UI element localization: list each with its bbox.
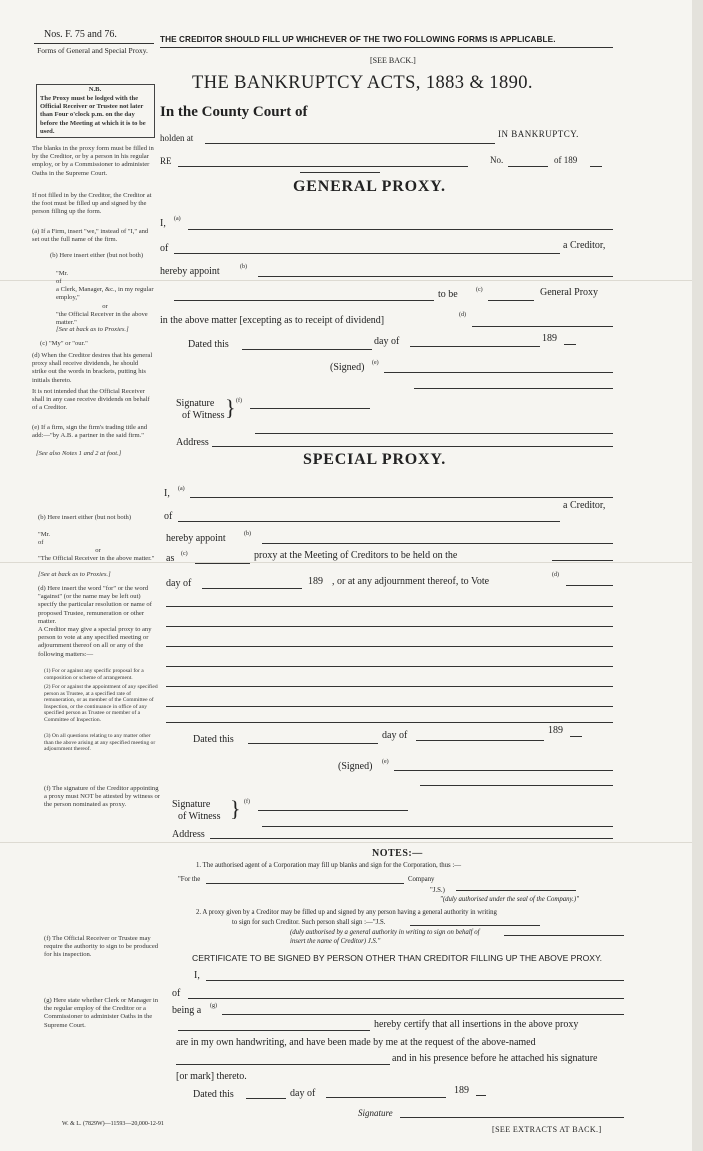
act-title: THE BANKRUPTCY ACTS, 1883 & 1890. xyxy=(192,73,533,93)
cert-dated-field[interactable] xyxy=(246,1098,286,1099)
extracts-note: [SEE EXTRACTS AT BACK.] xyxy=(492,1125,602,1134)
sidebar-sp-note-f: (f) The signature of the Creditor appointing a proxy must NOT be attested by witness or the person nominated as proxy. xyxy=(44,785,160,809)
sp-adjournment: , or at any adjournment thereof, to Vote xyxy=(332,576,490,587)
gp-matter-field[interactable] xyxy=(472,326,613,327)
gp-general-proxy: General Proxy xyxy=(540,287,599,298)
gp-appoint-field-2[interactable] xyxy=(174,300,434,301)
sp-vote-line-7[interactable] xyxy=(166,722,613,723)
sp-dated-year: 189 xyxy=(548,725,563,736)
gp-matter: in the above matter [excepting as to receipt of dividend] xyxy=(160,315,385,326)
sidebar-note-e: (e) If a firm, sign the firm's trading title and add:—"by A.B. a partner in the said firm." xyxy=(32,424,148,440)
note-2d: insert the name of Creditor) J.S." xyxy=(290,938,381,945)
gp-witness-field[interactable] xyxy=(250,408,370,409)
sidebar-blanks: The blanks in the proxy form must be filled in by the Creditor, or by a person in his regular employ, or by a Commissioner to administer Oaths in the Supreme Court. xyxy=(32,145,154,177)
note-2c-field[interactable] xyxy=(504,935,624,936)
creditor-notice: THE CREDITOR SHOULD FILL UP WHICHEVER OF THE TWO FOLLOWING FORMS IS APPLICABLE. xyxy=(160,35,556,44)
sp-as: as xyxy=(166,553,175,564)
cert-or-mark: [or mark] thereto. xyxy=(176,1071,247,1082)
sp-marker-d: (d) xyxy=(552,572,559,578)
sidebar-b3: a Clerk, Manager, &c., in my regular employ," xyxy=(56,286,154,302)
sidebar-note-c: (c) "My" or "our." xyxy=(40,340,88,347)
note-1-js-field[interactable] xyxy=(456,890,576,891)
cert-day-field[interactable] xyxy=(326,1097,446,1098)
gp-of-witness: of Witness xyxy=(182,410,225,421)
cert-signature: Signature xyxy=(358,1108,393,1118)
sp-year: 189 xyxy=(308,576,323,587)
nb-title: N.B. xyxy=(88,86,102,93)
sp-meeting-field[interactable] xyxy=(552,560,613,561)
note-1-for-the: "For the xyxy=(178,876,201,883)
year-label: of 189 xyxy=(554,155,578,165)
sp-brace: } xyxy=(230,796,241,821)
sp-marker-f: (f) xyxy=(244,799,250,805)
sidebar-b4: "the Official Receiver in the above matter." xyxy=(56,311,148,327)
cert-being: being a xyxy=(172,1005,202,1016)
gp-witness-field-2[interactable] xyxy=(255,433,613,434)
sp-hereby-appoint: hereby appoint xyxy=(166,533,226,544)
gp-year-field[interactable] xyxy=(564,344,576,345)
nb-text: The Proxy must be lodged with the Official Receiver or Trustee not later than Four o'clock p.m. on the day before the Meeting at which it is to be used. xyxy=(40,95,146,135)
sp-of-field[interactable] xyxy=(178,521,560,522)
gp-of-field[interactable] xyxy=(174,253,560,254)
year-field[interactable] xyxy=(590,166,602,167)
note-1: 1. The authorised agent of a Corporation may fill up blanks and sign for the Corporation, thus :— xyxy=(196,862,462,869)
sp-appoint-field[interactable] xyxy=(262,543,613,544)
sidebar-sp-note-b: (b) Here insert either (but not both) xyxy=(38,514,132,521)
gp-i-label: I, xyxy=(160,218,166,229)
cert-name-field[interactable] xyxy=(206,980,624,981)
sidebar-note-a: (a) If a Firm, insert "we," instead of "I," and set out the full name of the firm. xyxy=(32,228,149,244)
sp-meeting: proxy at the Meeting of Creditors to be held on the xyxy=(254,550,458,561)
sp-dated-this: Dated this xyxy=(193,734,234,745)
re-label: RE xyxy=(160,156,172,166)
note-1-company: Company xyxy=(408,876,435,883)
special-proxy-title: SPECIAL PROXY. xyxy=(303,451,447,468)
sp-dated-day-field[interactable] xyxy=(416,740,544,741)
sidebar-if-not: If not filled in by the Creditor, the Creditor at the foot must be filled up and signed by the person filling up the form. xyxy=(32,192,152,216)
sp-vote-line-4[interactable] xyxy=(166,666,613,667)
sidebar-b-see: [See at back as to Proxies.] xyxy=(56,326,129,333)
sidebar-sb3: "The Official Receiver in the above matter." xyxy=(38,555,155,562)
gp-appoint-field[interactable] xyxy=(258,276,613,277)
note-1-js: "J.S.) xyxy=(430,887,445,894)
cert-dated-this: Dated this xyxy=(193,1089,234,1100)
gp-hereby-appoint: hereby appoint xyxy=(160,266,220,277)
no-field[interactable] xyxy=(508,166,548,167)
sp-vote-line-3[interactable] xyxy=(166,646,613,647)
note-1-corp-field[interactable] xyxy=(206,883,404,884)
gp-a-creditor: a Creditor, xyxy=(563,240,606,251)
sp-vote-line-5[interactable] xyxy=(166,686,613,687)
gp-marker-e: (e) xyxy=(372,360,379,366)
cert-year: 189 xyxy=(454,1085,469,1096)
in-bankruptcy: IN BANKRUPTCY. xyxy=(498,129,579,139)
sidebar-sd5: (3) On all questions relating to any matter other than the above arising at any specified meeting or adjournment thereof. xyxy=(44,733,156,753)
sp-address-field[interactable] xyxy=(210,838,613,839)
gp-marker-c: (c) xyxy=(476,287,483,293)
certificate-title: CERTIFICATE TO BE SIGNED BY PERSON OTHER THAN CREDITOR FILLING UP THE ABOVE PROXY. xyxy=(192,953,603,963)
printer-code: W. & L. (7829W)—11593—20,000-12-91 xyxy=(62,1121,164,1127)
sp-signature: Signature xyxy=(172,799,211,810)
sp-address: Address xyxy=(172,829,205,840)
sp-vote-field[interactable] xyxy=(566,585,613,586)
sidebar-b2: of xyxy=(56,278,62,285)
sp-as-field[interactable] xyxy=(195,563,250,564)
note-1-duly: "(duly authorised under the seal of the Company.)" xyxy=(440,896,579,903)
cert-i-label: I, xyxy=(194,970,200,981)
sidebar-sb-or: or xyxy=(95,547,101,554)
sp-vote-line-6[interactable] xyxy=(166,706,613,707)
note-2b: to sign for such Creditor. Such person shall sign :—"J.S. xyxy=(232,919,386,926)
rule xyxy=(300,172,380,173)
sidebar-note-d: (d) When the Creditor desires that his general proxy shall receive dividends, he should strike out the words in brackets, putting his initials thereto. xyxy=(32,352,153,384)
sp-witness-field-2[interactable] xyxy=(262,826,613,827)
gp-day-of: day of xyxy=(374,336,400,347)
gp-address: Address xyxy=(176,437,209,448)
see-back: [SEE BACK.] xyxy=(370,56,416,65)
gp-to-be: to be xyxy=(438,289,458,300)
notes-title: NOTES:— xyxy=(372,848,423,859)
gp-signed-field-2[interactable] xyxy=(414,388,613,389)
gp-signature: Signature xyxy=(176,398,215,409)
form-description: Forms of General and Special Proxy. xyxy=(37,46,148,55)
sidebar-e-see: [See also Notes 1 and 2 at foot.] xyxy=(36,450,122,457)
sidebar-sb2: of xyxy=(38,539,44,546)
sidebar-sb-see: [See at back as to Proxies.] xyxy=(38,571,111,578)
cert-creditor-field[interactable] xyxy=(176,1064,390,1065)
gp-signed: (Signed) xyxy=(330,362,365,373)
gp-of: of xyxy=(160,243,169,254)
page-edge xyxy=(692,0,703,1151)
cert-of: of xyxy=(172,988,181,999)
sidebar-d2: It is not intended that the Official Receiver shall in any case receive dividends on behalf of a Creditor. xyxy=(32,388,150,412)
sp-dated-field[interactable] xyxy=(248,743,378,744)
gp-day-field[interactable] xyxy=(410,346,540,347)
gp-address-field[interactable] xyxy=(212,446,613,447)
cert-year-field[interactable] xyxy=(476,1095,486,1096)
sp-marker-c: (c) xyxy=(181,551,188,557)
sidebar-sd2: A Creditor may give a special proxy to any person to vote at any specified meeting or adjournment thereof on all or any of the following matters:— xyxy=(38,626,152,658)
rule xyxy=(160,47,613,48)
sp-witness-field[interactable] xyxy=(258,810,408,811)
cert-certify: hereby certify that all insertions in the above proxy xyxy=(374,1019,579,1030)
sp-vote-line-1[interactable] xyxy=(166,606,613,607)
gp-marker-a: (a) xyxy=(174,216,181,222)
cert-of-field[interactable] xyxy=(188,998,624,999)
gp-brace: } xyxy=(225,395,236,420)
gp-marker-b: (b) xyxy=(240,264,247,270)
gp-to-be-field[interactable] xyxy=(488,300,534,301)
cert-signature-field[interactable] xyxy=(400,1117,624,1118)
note-2-field[interactable] xyxy=(410,925,540,926)
sp-signed-field[interactable] xyxy=(394,770,613,771)
cert-line-2: are in my own handwriting, and have been made by me at the request of the above-named xyxy=(176,1037,536,1048)
cert-day-of: day of xyxy=(290,1088,316,1099)
gp-signed-field[interactable] xyxy=(384,372,613,373)
sp-of: of xyxy=(164,511,173,522)
general-proxy-title: GENERAL PROXY. xyxy=(293,178,446,195)
sp-marker-b: (b) xyxy=(244,531,251,537)
gp-marker-f: (f) xyxy=(236,398,242,404)
gp-dated-this: Dated this xyxy=(188,339,229,350)
sp-dated-day-of: day of xyxy=(382,730,408,741)
rule xyxy=(34,43,154,44)
court-label: In the County Court of xyxy=(160,104,308,120)
re-field[interactable] xyxy=(178,166,468,167)
sidebar-sb1: "Mr. xyxy=(38,531,51,538)
cert-marker-g: (g) xyxy=(210,1003,217,1009)
sidebar-sp-note-g: (g) Here state whether Clerk or Manager in the regular employ of the Creditor or a Commissioner to administer Oaths in the Supreme Court. xyxy=(44,997,159,1029)
gp-name-field[interactable] xyxy=(188,229,613,230)
sidebar-sp-note-official: (f) The Official Receiver or Trustee may require the authority to sign to be produced for his inspection. xyxy=(44,935,159,959)
note-2: 2. A proxy given by a Creditor may be filled up and signed by any person having a general authority in writing xyxy=(196,909,497,916)
fold-line xyxy=(0,842,703,843)
gp-dated-field[interactable] xyxy=(242,349,372,350)
sp-marker-a: (a) xyxy=(178,486,185,492)
sidebar-sd4: (2) For or against the appointment of any specified person as Trustee, at a specified rate of remuneration, or as member of the Committee of Inspection, or the continuance in office of any specified person as Trustee or member of a Committee of Inspection. xyxy=(44,684,158,723)
sp-day-field[interactable] xyxy=(202,588,302,589)
sp-name-field[interactable] xyxy=(190,497,613,498)
sp-a-creditor: a Creditor, xyxy=(563,500,606,511)
sp-of-witness: of Witness xyxy=(178,811,221,822)
sidebar-b1: "Mr. xyxy=(56,270,69,277)
sp-i-label: I, xyxy=(164,488,170,499)
no-label: No. xyxy=(490,155,504,165)
sp-signed: (Signed) xyxy=(338,761,373,772)
sidebar-b-or: or xyxy=(102,303,108,310)
sp-vote-line-2[interactable] xyxy=(166,626,613,627)
sidebar-note-b: (b) Here insert either (but not both) xyxy=(50,252,144,259)
cert-line-3: and in his presence before he attached his signature xyxy=(392,1053,598,1064)
cert-being-field-2[interactable] xyxy=(178,1030,370,1031)
gp-year: 189 xyxy=(542,333,557,344)
sidebar-sp-note-d: (d) Here insert the word "for" or the word "against" (or the name may be left out) specify the particular resolution or name of proposed Trustee, remuneration or other matter. xyxy=(38,585,152,625)
holden-field[interactable] xyxy=(205,143,495,144)
sidebar-sd3: (1) For or against any specific proposal for a composition or scheme of arrangement. xyxy=(44,668,144,681)
sp-signed-field-2[interactable] xyxy=(420,785,613,786)
gp-marker-d: (d) xyxy=(459,312,466,318)
note-2c: (duly authorised by a general authority in writing to sign on behalf of xyxy=(290,929,480,936)
sp-marker-e: (e) xyxy=(382,759,389,765)
form-numbers: Nos. F. 75 and 76. xyxy=(44,29,117,40)
sp-day-of: day of xyxy=(166,578,192,589)
cert-being-field[interactable] xyxy=(222,1014,624,1015)
sp-dated-year-field[interactable] xyxy=(570,736,582,737)
holden-at: holden at xyxy=(160,133,194,143)
